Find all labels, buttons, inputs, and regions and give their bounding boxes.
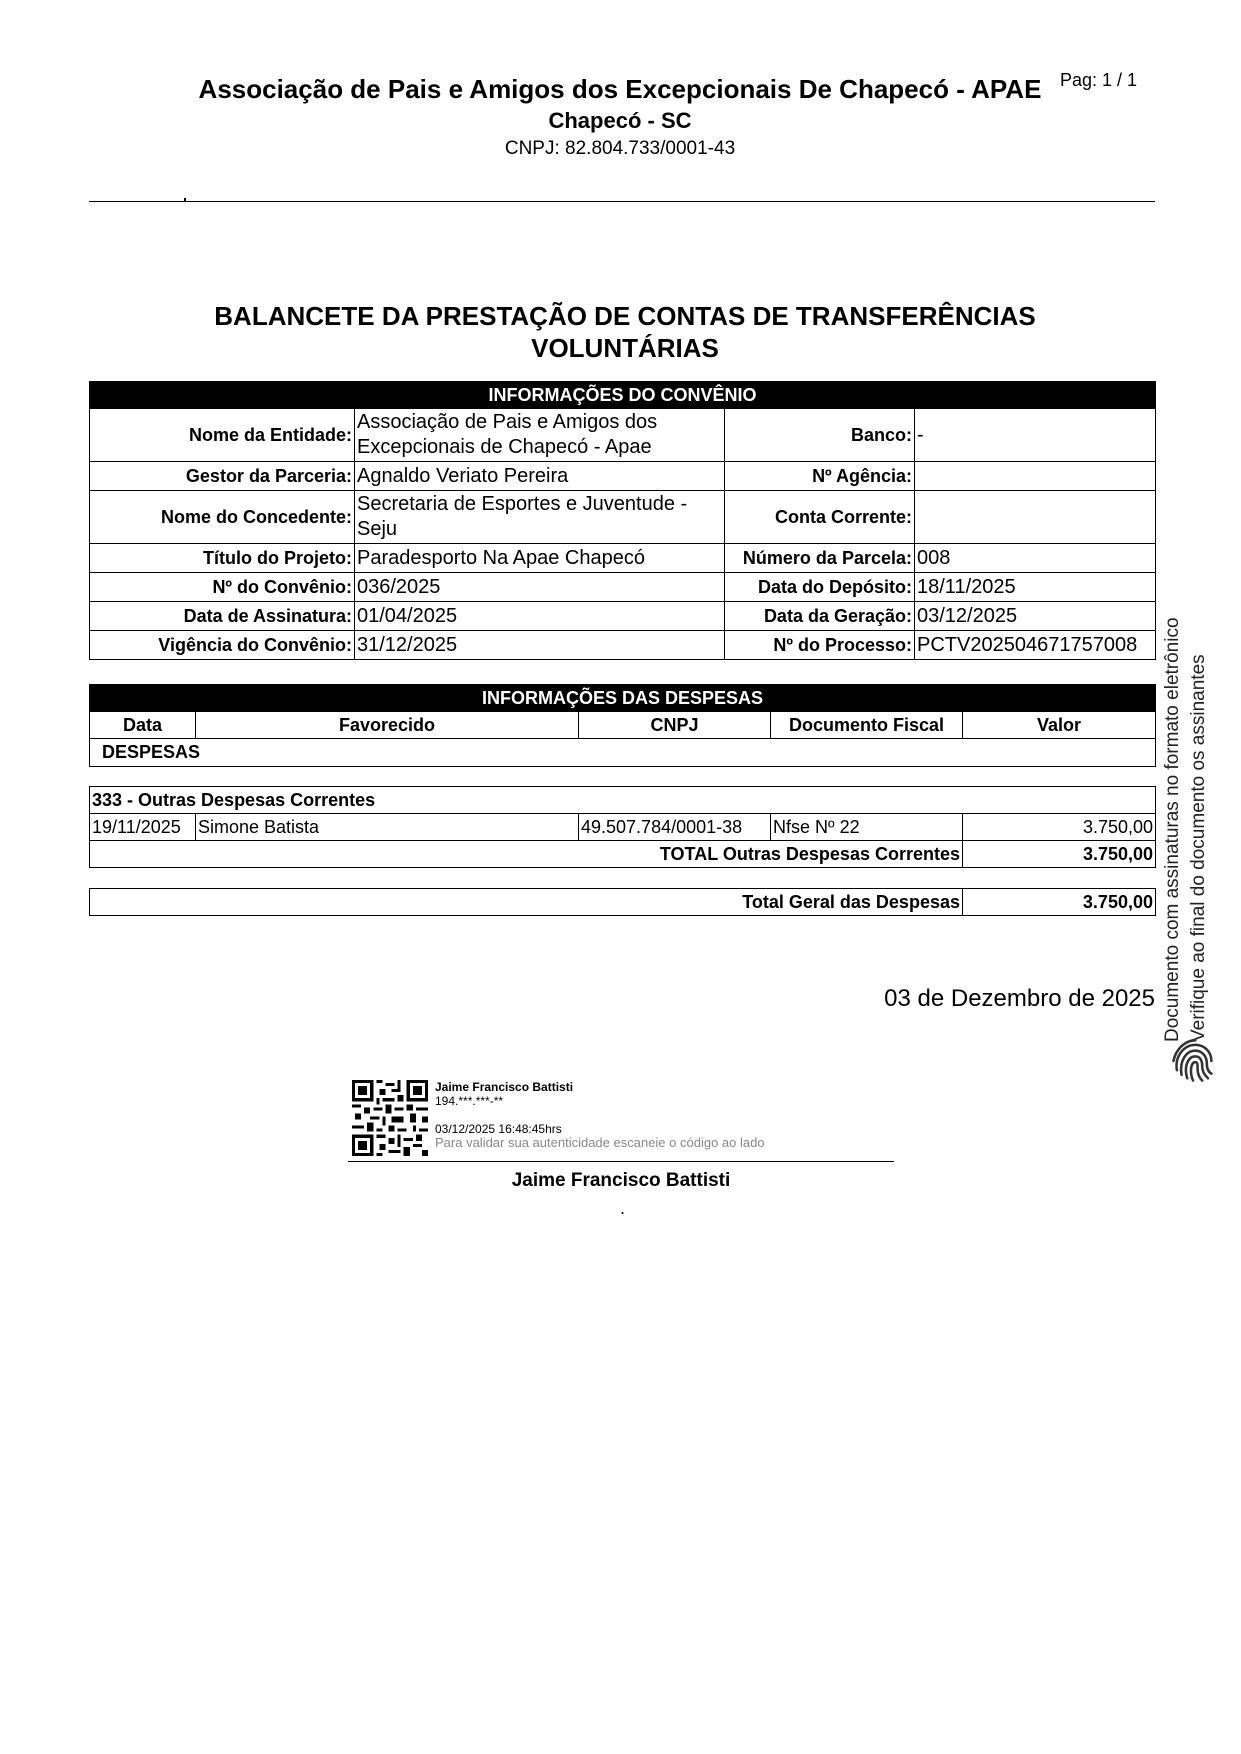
signature-timestamp: 03/12/2025 16:48:45hrs (435, 1122, 562, 1136)
field-value: Paradesporto Na Apae Chapecó (355, 544, 725, 573)
column-header: Data (90, 712, 196, 739)
signature-dot: . (620, 1198, 626, 1218)
field-value: 03/12/2025 (915, 602, 1156, 631)
table-row (90, 814, 1156, 841)
item-cnpj: 49.507.784/0001-38 (579, 814, 771, 841)
table-row (90, 491, 1156, 544)
table-row (90, 462, 1156, 491)
table-row (90, 573, 1156, 602)
category-total-value: 3.750,00 (963, 841, 1156, 868)
table-row (90, 602, 1156, 631)
fingerprint-icon (1170, 1038, 1216, 1084)
signer-name: Jaime Francisco Battisti (435, 1080, 574, 1094)
field-label: Data de Assinatura: (90, 602, 355, 631)
item-doc: Nfse Nº 22 (771, 814, 963, 841)
grand-total-value: 3.750,00 (963, 889, 1156, 916)
field-value: Associação de Pais e Amigos dos Excepcionais de Chapecó - Apae (355, 409, 725, 462)
category-total-label: TOTAL Outras Despesas Correntes (90, 841, 963, 868)
field-label: Data da Geração: (725, 602, 915, 631)
convenio-table (89, 381, 1156, 660)
field-value: 008 (915, 544, 1156, 573)
document-date: 03 de Dezembro de 2025 (884, 985, 1155, 1012)
item-valor: 3.750,00 (963, 814, 1156, 841)
group-label: DESPESAS (90, 739, 1156, 767)
field-value: 18/11/2025 (915, 573, 1156, 602)
despesas-table (89, 684, 1156, 767)
org-city: Chapecó - SC (548, 108, 692, 133)
field-value: PCTV202504671757008 (915, 631, 1156, 660)
document-title: BALANCETE DA PRESTAÇÃO DE CONTAS DE TRANSFERÊNCIAS VOLUNTÁRIAS (214, 301, 1036, 363)
field-label: Título do Projeto: (90, 544, 355, 573)
field-label: Número da Parcela: (725, 544, 915, 573)
qr-code-icon (352, 1080, 428, 1156)
signer-cpf: 194.***.***-** (435, 1094, 504, 1108)
column-header: Valor (963, 712, 1156, 739)
column-headers (90, 712, 1156, 739)
field-label: Nº do Processo: (725, 631, 915, 660)
field-label: Conta Corrente: (725, 491, 915, 544)
item-date: 19/11/2025 (90, 814, 196, 841)
validation-hint: Para validar sua autenticidade escaneie o código ao lado (435, 1135, 765, 1150)
org-name: Associação de Pais e Amigos dos Excepcionais De Chapecó - APAE (198, 74, 1042, 104)
organization-header (180, 74, 1060, 161)
grand-total-label: Total Geral das Despesas (90, 889, 963, 916)
org-cnpj: CNPJ: 82.804.733/0001-43 (504, 138, 736, 159)
table-row (90, 544, 1156, 573)
field-label: Nº Agência: (725, 462, 915, 491)
item-favorecido: Simone Batista (196, 814, 579, 841)
despesas-section-header: INFORMAÇÕES DAS DESPESAS (90, 685, 1156, 712)
signature-metadata (435, 1080, 765, 1150)
stamp-line-1: Documento com assinaturas no formato eletrônico (1162, 617, 1183, 1042)
divider-tick (184, 198, 186, 202)
field-label: Data do Depósito: (725, 573, 915, 602)
expense-items-table (89, 786, 1156, 868)
field-value: Secretaria de Esportes e Juventude - Seju (355, 491, 725, 544)
field-label: Vigência do Convênio: (90, 631, 355, 660)
category-label: 333 - Outras Despesas Correntes (90, 787, 1156, 814)
field-value (915, 462, 1156, 491)
field-label: Nome da Entidade: (90, 409, 355, 462)
column-header: CNPJ (579, 712, 771, 739)
field-label: Nome do Concedente: (90, 491, 355, 544)
table-row (90, 409, 1156, 462)
stamp-line-2: Verifique ao final do documento os assinantes (1188, 654, 1209, 1042)
convenio-section-header: INFORMAÇÕES DO CONVÊNIO (90, 382, 1156, 409)
field-value (915, 491, 1156, 544)
field-label: Gestor da Parceria: (90, 462, 355, 491)
field-value: 036/2025 (355, 573, 725, 602)
grand-total-table (89, 888, 1156, 916)
signature-name: Jaime Francisco Battisti (511, 1170, 731, 1191)
field-value: - (915, 409, 1156, 462)
electronic-signature-stamp (1160, 572, 1238, 1042)
signature-line (348, 1161, 894, 1162)
column-header: Favorecido (196, 712, 579, 739)
table-row (90, 631, 1156, 660)
field-value: Agnaldo Veriato Pereira (355, 462, 725, 491)
header-divider (89, 201, 1155, 202)
field-value: 31/12/2025 (355, 631, 725, 660)
field-label: Nº do Convênio: (90, 573, 355, 602)
column-header: Documento Fiscal (771, 712, 963, 739)
field-label: Banco: (725, 409, 915, 462)
page-number: Pag: 1 / 1 (1060, 70, 1138, 90)
field-value: 01/04/2025 (355, 602, 725, 631)
